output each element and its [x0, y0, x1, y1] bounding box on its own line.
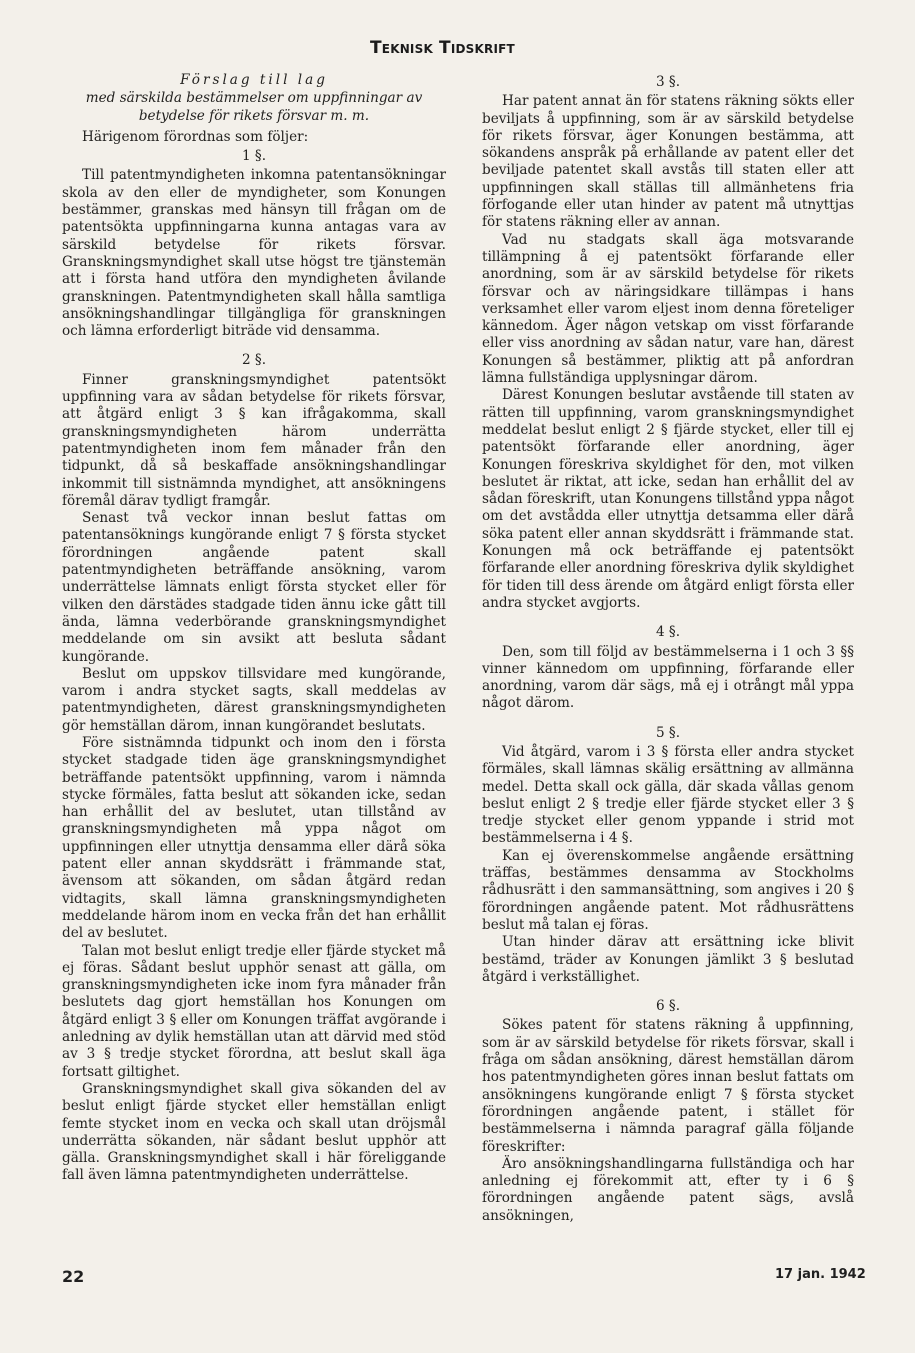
section-2-paragraph: Beslut om uppskov tillsvidare med kungörande, varom i andra stycket sagts, skall meddelas av patentmyndigheten, därest granskningsmyndigheten gör hemställan därom, innan kungörandet beslutats.: [62, 665, 446, 734]
section-5-paragraph: Utan hinder därav att ersättning icke blivit bestämd, träder av Konungen jämlikt 3 § beslutad åtgärd i verkställighet.: [482, 934, 854, 985]
section-6-paragraph: Äro ansökningshandlingarna fullständiga och har anledning ej förekommit att, efter ty i 6 § förordningen angående patent sägs, avslå ansökningen,: [482, 1155, 854, 1224]
section-6-paragraph: Sökes patent för statens räkning å uppfinning, som är av särskild betydelse för rikets försvar, skall i fråga om sådan ansökning, därest hemställan därom hos patentmyndigheten göres innan beslut fattats om ansökningens kungörande enligt 7 § första stycket förordningen angående patent, i stället för bestämmelserna i nämnda paragraf gälla följande föreskrifter:: [482, 1017, 854, 1155]
section-3-paragraph: Har patent annat än för statens räkning sökts eller beviljats å uppfinning, som är av särskild betydelse för rikets försvar, äger Konungen bestämma, att sökandens anspråk på erhållande av patent eller det beviljade patentet skall avstås till staten eller att uppfinningen skall ställas till allmänhetens fria förfogande eller utan hinder av patent må utnyttjas för statens räkning eller av annan.: [482, 93, 854, 231]
section-2-paragraph: Talan mot beslut enligt tredje eller fjärde stycket må ej föras. Sådant beslut upphör senast att gälla, om granskningsmyndigheten icke inom fyra månader från beslutets dag gjort hemställan hos Konungen om åtgärd enligt 3 § eller om Konungen träffat avgörande i anledning av dylik hemställan utan att därvid med stöd av 3 § tredje stycket förordna, att beslut skall äga fortsatt giltighet.: [62, 942, 446, 1080]
intro-text: Härigenom förordnas som följer:: [82, 128, 309, 145]
section-1-paragraph: Till patentmyndigheten inkomna patentansökningar skola av den eller de myndigheter, som Konungen bestämmer, granskas med hänsyn till frågan om de patentsökta uppfinningarna kunna antagas vara av särskild betydelse för rikets försvar. Granskningsmyndighet skall utse högst tre tjänstemän att i första hand utföra den myndigheten åvilande granskningen. Patentmyndigheten skall hålla samtliga ansökningshandlingar tillgängliga för granskningen och lämna erforderligt biträde vid densamma.: [62, 167, 446, 340]
section-3-paragraph: Därest Konungen beslutar avstående till staten av rätten till uppfinning, varom granskningsmyndighet meddelat beslut enligt 2 § fjärde stycket, eller till ej patentsökt förfarande eller anordning, äger Konungen föreskriva skyldighet för den, mot vilken beslutet är riktat, att icke, sedan han erhållit del av sådan föreskrift, utan Konungens tillstånd yppa något om det avstådda eller utnyttja detsamma eller därå söka patent eller annan skyddsrätt i främmande stat. Konungen må ock beträffande ej patentsökt förfarande eller anordning föreskriva dylik skyldighet för tiden till dess ärende om åtgärd enligt första eller andra stycket avgjorts.: [482, 387, 854, 611]
section-5-paragraph: Vid åtgärd, varom i 3 § första eller andra stycket förmäles, skall lämnas skälig ersättning av allmänna medel. Detta skall ock gälla, där skada vållas genom beslut enligt 2 § tredje eller fjärde stycket eller 3 § tredje stycket eller genom yppande i strid mot bestämmelserna i 4 §.: [482, 743, 854, 847]
left-column: [62, 72, 446, 1185]
section-2-heading: 2 §.: [241, 352, 267, 369]
section-2-paragraph: Finner granskningsmyndighet patentsökt uppfinning vara av sådan betydelse för rikets försvar, att åtgärd enligt 3 § kan ifrågakomma, skall granskningsmyndigheten härom underrätta patentmyndigheten inom fem månader från den tidpunkt, då så beskaffade ansökningshandlingar inkommit till sistnämnda myndighet, att ansökningens föremål därav tydligt framgår.: [62, 371, 446, 509]
section-1-heading: 1 §.: [241, 148, 267, 165]
section-5-paragraph: Kan ej överenskommelse angående ersättning träffas, bestämmes densamma av Stockholms rådhusrätt i den sammansättning, som angives i 20 § förordningen angående patent. Mot rådhusrättens beslut må talan ej föras.: [482, 847, 854, 933]
section-5-heading: 5 §.: [655, 724, 681, 741]
section-2-paragraph: Granskningsmyndighet skall giva sökanden del av beslut enligt fjärde stycket eller hemställan enligt femte stycket inom en vecka och skall utan dröjsmål underrätta sökanden, när sådant beslut upphör att gälla. Granskningsmyndighet skall i här föreliggande fall även lämna patentmyndigheten underrättelse.: [62, 1080, 446, 1184]
section-4-heading: 4 §.: [655, 624, 681, 641]
section-3-paragraph: Vad nu stadgats skall äga motsvarande tillämpning å ej patentsökt förfarande eller anordning, som är av särskild betydelse för rikets försvar och av näringsidkare tillämpas i hans verksamhet eller varom eljest inom denna företeliger kännedom. Äger någon vetskap om visst förfarande eller viss anordning av sådan natur, vare han, därest Konungen så bestämmer, pliktig att på anfordran lämna fullständiga upplysningar därom.: [482, 231, 854, 387]
law-subtitle: med särskilda bestämmelser om uppfinningar av betydelse för rikets försvar m. m.: [85, 90, 423, 124]
section-2-paragraph: Senast två veckor innan beslut fattas om patentansöknings kungörande enligt 7 § första stycket förordningen angående patent skall patentmyndigheten beträffande ansökning, varom underrättelse lämnats enligt första stycket eller för vilken den därstädes stadgade tiden ännu icke gått till ända, lämna vederbörande granskningsmyndighet meddelande om sin avsikt att besluta sådant kungörande.: [62, 510, 446, 665]
section-3-heading: 3 §.: [655, 74, 681, 90]
section-2-paragraph: Före sistnämnda tidpunkt och inom den i första stycket stadgade tiden äge granskningsmyndighet beträffande patentsökt uppfinning, varom i nämnda stycke förmäles, fatta beslut att sökanden icke, sedan han erhållit del av beslutet, utan tillstånd av granskningsmyndigheten må yppa något om uppfinningen eller utnyttja densamma eller därå söka patent eller annan skyddsrätt i främmande stat, ävensom att sökanden, om sådan åtgärd redan vidtagits, skall lämna granskningsmyndigheten meddelande härom inom en vecka från det han erhållit del av beslutet.: [62, 734, 446, 942]
journal-masthead: Teknisk Tidskrift: [370, 38, 515, 58]
right-column: [482, 72, 854, 1225]
page-number: 22: [62, 1267, 85, 1286]
law-title: Förslag till lag: [180, 72, 328, 88]
section-6-heading: 6 §.: [655, 998, 681, 1015]
issue-date: 17 jan. 1942: [775, 1267, 866, 1282]
section-4-paragraph: Den, som till följd av bestämmelserna i 1 och 3 §§ vinner kännedom om uppfinning, förfarande eller anordning, varom där sägs, må ej i otrångt mål yppa något därom.: [482, 643, 854, 712]
